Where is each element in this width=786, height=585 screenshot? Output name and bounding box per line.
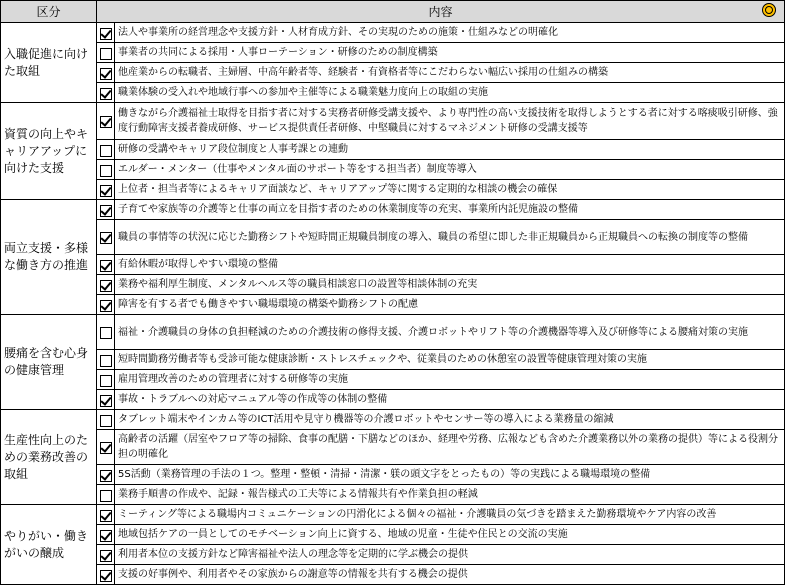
checkbox-unchecked[interactable]: [100, 375, 112, 387]
checklist-row: [1, 390, 785, 410]
item-text: 職員の事情等の状況に応じた勤務シフトや短時間正規職員制度の導入、職員の希望に即した非正規職員から正規職員への転換の制度等の整備: [115, 220, 785, 255]
checklist-row: [1, 295, 785, 315]
item-text: 研修の受講やキャリア段位制度と人事考課との連動: [115, 140, 785, 160]
checkbox-cell: [97, 465, 115, 485]
checkbox-cell: [97, 255, 115, 275]
checklist-row: [1, 465, 785, 485]
category-header: 区分: [1, 1, 97, 23]
checkbox-checked[interactable]: [100, 300, 112, 312]
item-text: 働きながら介護福祉士取得を目指す者に対する実務者研修受講支援や、より専門性の高い支援技術を取得しようとする者に対する喀痰吸引研修、強度行動障害支援者養成研修、サービス提供責任者研修、中堅職員に対するマネジメント研修の受講支援等: [115, 103, 785, 140]
checkbox-checked[interactable]: [100, 68, 112, 80]
checkbox-cell: [97, 220, 115, 255]
checklist-row: [1, 160, 785, 180]
item-text: 雇用管理改善のための管理者に対する研修等の実施: [115, 370, 785, 390]
item-text: 事故・トラブルへの対応マニュアル等の作成等の体制の整備: [115, 390, 785, 410]
checkbox-checked[interactable]: [100, 570, 112, 582]
checklist-row: [1, 525, 785, 545]
checkbox-unchecked[interactable]: [100, 327, 112, 339]
checkbox-cell: [97, 485, 115, 505]
item-text: 事業者の共同による採用・人事ローテーション・研修のための制度構築: [115, 43, 785, 63]
item-text: 有給休暇が取得しやすい環境の整備: [115, 255, 785, 275]
checkbox-checked[interactable]: [100, 205, 112, 217]
item-text: 支援の好事例や、利用者やその家族からの謝意等の情報を共有する機会の提供: [115, 565, 785, 585]
checklist-row: [1, 485, 785, 505]
category-label: 資質の向上やキャリアアップに向けた支援: [1, 103, 97, 200]
item-text: 地域包括ケアの一員としてのモチベーション向上に資する、地域の児童・生徒や住民との交流の実施: [115, 525, 785, 545]
checkbox-cell: [97, 505, 115, 525]
item-text: 職業体験の受入れや地域行事への参加や主催等による職業魅力度向上の取組の実施: [115, 83, 785, 103]
checkbox-checked[interactable]: [100, 442, 112, 454]
category-label: 腰痛を含む心身の健康管理: [1, 315, 97, 410]
checklist-row: [1, 83, 785, 103]
checkbox-cell: [97, 103, 115, 140]
checkbox-unchecked[interactable]: [100, 145, 112, 157]
item-text: エルダー・メンター（仕事やメンタル面のサポート等をする担当者）制度等導入: [115, 160, 785, 180]
checkbox-checked[interactable]: [100, 395, 112, 407]
checkbox-checked[interactable]: [100, 260, 112, 272]
checkbox-cell: [97, 160, 115, 180]
status-circle-icon: [762, 3, 776, 17]
checkbox-cell: [97, 315, 115, 350]
checkbox-cell: [97, 410, 115, 430]
checkbox-checked[interactable]: [100, 470, 112, 482]
item-text: 子育てや家族等の介護等と仕事の両立を目指す者のための休業制度等の充実、事業所内託児施設の整備: [115, 200, 785, 220]
checkbox-checked[interactable]: [100, 185, 112, 197]
content-header-label: 内容: [428, 5, 453, 19]
checkbox-cell: [97, 43, 115, 63]
checkbox-cell: [97, 200, 115, 220]
checkbox-cell: [97, 275, 115, 295]
checkbox-cell: [97, 545, 115, 565]
checkbox-cell: [97, 83, 115, 103]
item-text: ミーティング等による職場内コミュニケーションの円滑化による個々の福祉・介護職員の気づきを踏まえた勤務環境やケア内容の改善: [115, 505, 785, 525]
checkbox-cell: [97, 63, 115, 83]
item-text: 5S活動（業務管理の手法の１つ。整理・整頓・清掃・清潔・躾の頭文字をとったもの）等の実践による職場環境の整備: [115, 465, 785, 485]
checklist-row: [1, 103, 785, 140]
content-header: [97, 1, 785, 23]
checklist-row: [1, 505, 785, 525]
item-text: 上位者・担当者等によるキャリア面談など、キャリアアップ等に関する定期的な相談の機会の確保: [115, 180, 785, 200]
item-text: 法人や事業所の経営理念や支援方針・人材育成方針、その実現のための施策・仕組みなどの明確化: [115, 23, 785, 43]
checklist-row: [1, 410, 785, 430]
checkbox-checked[interactable]: [100, 530, 112, 542]
item-text: タブレット端末やインカム等のICT活用や見守り機器等の介護ロボットやセンサー等の導入による業務量の縮減: [115, 410, 785, 430]
checklist-row: [1, 430, 785, 465]
checkbox-checked[interactable]: [100, 232, 112, 244]
checkbox-cell: [97, 370, 115, 390]
checkbox-cell: [97, 390, 115, 410]
checklist-row: [1, 255, 785, 275]
checkbox-unchecked[interactable]: [100, 490, 112, 502]
checklist-row: [1, 315, 785, 350]
checkbox-cell: [97, 295, 115, 315]
category-label: 両立支援・多様な働き方の推進: [1, 200, 97, 315]
checklist-row: [1, 23, 785, 43]
checkbox-cell: [97, 23, 115, 43]
item-text: 短時間勤務労働者等も受診可能な健康診断・ストレスチェックや、従業員のための休憩室の設置等健康管理対策の実施: [115, 350, 785, 370]
checklist-row: [1, 275, 785, 295]
item-text: 業務や福利厚生制度、メンタルヘルス等の職員相談窓口の設置等相談体制の充実: [115, 275, 785, 295]
item-text: 他産業からの転職者、主婦層、中高年齢者等、経験者・有資格者等にこだわらない幅広い採用の仕組みの構築: [115, 63, 785, 83]
category-label: 生産性向上のための業務改善の取組: [1, 410, 97, 505]
checkbox-unchecked[interactable]: [100, 415, 112, 427]
checkbox-checked[interactable]: [100, 88, 112, 100]
checkbox-cell: [97, 565, 115, 585]
checklist-row: [1, 350, 785, 370]
checkbox-checked[interactable]: [100, 550, 112, 562]
checklist-row: [1, 43, 785, 63]
checkbox-unchecked[interactable]: [100, 165, 112, 177]
checkbox-checked[interactable]: [100, 28, 112, 40]
item-text: 福祉・介護職員の身体の負担軽減のための介護技術の修得支援、介護ロボットやリフト等の介護機器等導入及び研修等による腰痛対策の実施: [115, 315, 785, 350]
checkbox-unchecked[interactable]: [100, 355, 112, 367]
item-text: 利用者本位の支援方針など障害福祉や法人の理念等を定期的に学ぶ機会の提供: [115, 545, 785, 565]
checkbox-unchecked[interactable]: [100, 48, 112, 60]
checklist-row: [1, 63, 785, 83]
checkbox-cell: [97, 350, 115, 370]
checkbox-checked[interactable]: [100, 510, 112, 522]
category-label: 入職促進に向けた取組: [1, 23, 97, 103]
checklist-row: [1, 140, 785, 160]
checklist-row: [1, 180, 785, 200]
checkbox-checked[interactable]: [100, 116, 112, 128]
checklist-row: [1, 370, 785, 390]
checkbox-cell: [97, 140, 115, 160]
header-row: [1, 1, 785, 23]
checklist-row: [1, 200, 785, 220]
item-text: 高齢者の活躍（居室やフロア等の掃除、食事の配膳・下膳などのほか、経理や労務、広報なども含めた介護業務以外の業務の提供）等による役割分担の明確化: [115, 430, 785, 465]
checkbox-cell: [97, 430, 115, 465]
category-label: やりがい・働きがいの醸成: [1, 505, 97, 585]
checkbox-checked[interactable]: [100, 280, 112, 292]
checklist-row: [1, 565, 785, 585]
checklist-row: [1, 545, 785, 565]
item-text: 障害を有する者でも働きやすい職場環境の構築や勤務シフトの配慮: [115, 295, 785, 315]
checklist-row: [1, 220, 785, 255]
checkbox-cell: [97, 525, 115, 545]
checkbox-cell: [97, 180, 115, 200]
checklist-body: [1, 1, 785, 585]
item-text: 業務手順書の作成や、記録・報告様式の工夫等による情報共有や作業負担の軽減: [115, 485, 785, 505]
